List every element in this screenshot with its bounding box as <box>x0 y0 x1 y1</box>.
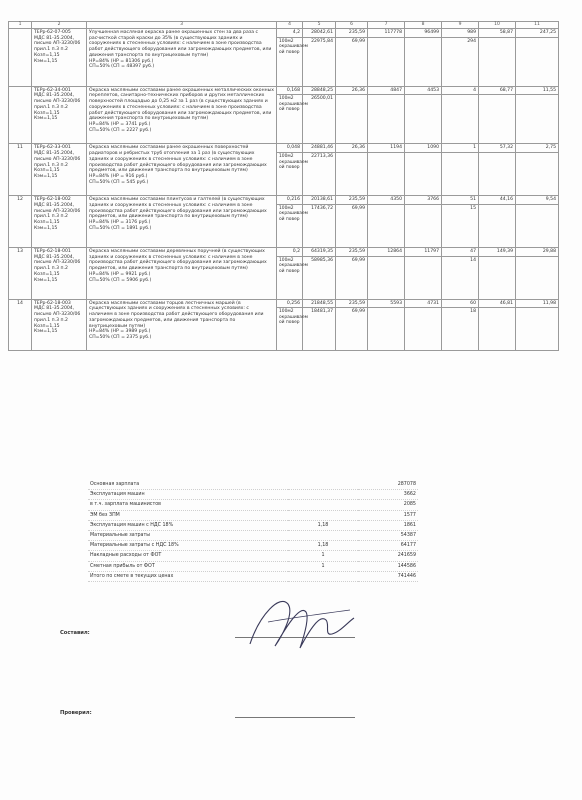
row-description: Окраска масляными составами ранее окрашенных металлических оконных переплетов, санитарно-технических приборов и других металлических поверхностей площадью до 0,25 м2 за 1 раз (в существующих зданиях и сооружениях в стесненных условиях: с наличием в зоне производства работ действующего оборудования или загромождающих предметов, или движения транспорта по внутрицеховым путям) НР=84% (НР = 3741 руб.) СП=50% (СП = 2227 руб.) <box>87 86 277 144</box>
composed-label: Составил: <box>60 630 90 636</box>
row-labor-total: 11,55 <box>516 86 559 95</box>
column-number-row <box>9 22 559 29</box>
row-total-cost: 5593 <box>368 299 405 308</box>
row-total-cost: 1194 <box>368 144 405 153</box>
table-row <box>9 299 559 308</box>
row-description: Окраска масляными составами торцов лестничных маршей (в существующих зданиях и сооружениях в стесненных условиях: с наличием в зоне производства работ действующего оборудования или загромождающих предметов, или движения транспорта по внутрицеховым путям) НР=84% (НР = 3989 руб.) СП=50% (СП = 2375 руб.) <box>87 299 277 351</box>
checked-signature-line <box>235 717 355 718</box>
row-labor-unit: 44,16 <box>479 196 516 205</box>
row-price-total: 21848,55 <box>303 299 336 308</box>
summary-value: 64177 <box>358 541 418 551</box>
row-price-wages: 17436,72 <box>303 204 336 247</box>
col-num-7: 7 <box>368 22 405 29</box>
row-machine-total: 1 <box>442 144 479 153</box>
summary-label: Эксплуатация машин с НДС 18% <box>88 520 288 530</box>
row-code: ТЕРр-62-18-001 МДС 81-35.2004, письмо АП-3230/06 прил.1 п.3 п.2 Козп=1,15 Кэм=1,15 <box>32 247 87 299</box>
estimate-table <box>8 21 559 351</box>
row-labor-unit-sub <box>479 204 516 247</box>
row-description: Улучшенная масляная окраска ранее окрашенных стен за два раза с расчисткой старой краски до 35% (в существующих зданиях и сооружениях в стесненных условиях: с наличием в зоне производства работ действующего оборудования или загромождающих предметов, или движения транспорта по внутрицеховым путям) НР=84% (НР = 81306 руб.) СП=50% (СП = 48397 руб.) <box>87 29 277 87</box>
row-machine-total: 4 <box>442 86 479 95</box>
row-code: ТЕРр-62-34-001 МДС 81-35.2004, письмо АП-3230/06 прил.1 п.3 п.2 Козп=1,15 Кэм=1,15 <box>32 86 87 144</box>
summary-row <box>88 530 418 540</box>
row-code: ТЕРр-62-07-005 МДС 81-35.2004, письмо АП-3230/06 прил.1 п.3 п.2 Козп=1,15 Кэм=1,15 <box>32 29 87 87</box>
row-machine-wages: 69,99 <box>336 37 368 86</box>
row-labor-unit-sub <box>479 308 516 351</box>
row-wages: 4731 <box>405 299 442 308</box>
row-wages-sub <box>405 204 442 247</box>
row-labor-unit: 149,39 <box>479 247 516 256</box>
summary-label: Накладные расходы от ФОТ <box>88 551 288 561</box>
row-machine-wages <box>336 95 368 144</box>
row-price-total: 24881,46 <box>303 144 336 153</box>
row-machine-wages-total: 18 <box>442 308 479 351</box>
row-price-total: 20138,61 <box>303 196 336 205</box>
summary-value: 741446 <box>358 571 418 581</box>
table-row <box>9 144 559 153</box>
summary-row <box>88 480 418 490</box>
row-wages-sub <box>405 256 442 299</box>
row-labor-total: 29,88 <box>516 247 559 256</box>
row-total-cost-sub <box>368 256 405 299</box>
row-machine-total: 60 <box>442 299 479 308</box>
row-price-total: 64319,35 <box>303 247 336 256</box>
row-machine-wages: 69,99 <box>336 204 368 247</box>
summary-value: 2085 <box>358 500 418 510</box>
row-wages: 3766 <box>405 196 442 205</box>
row-unit: 100м2 окрашиваем ой повер <box>277 153 303 196</box>
table-row <box>9 247 559 256</box>
row-labor-total-sub <box>516 95 559 144</box>
table-row <box>9 29 559 38</box>
summary-row <box>88 561 418 571</box>
row-quantity: 0,048 <box>277 144 303 153</box>
summary-value: 241659 <box>358 551 418 561</box>
row-unit: 100м2 окрашиваем ой повер <box>277 204 303 247</box>
row-description: Окраска масляными составами ранее окрашенных поверхностей радиаторов и ребристых труб отопления за 1 раз (в существующих зданиях и сооружениях в стесненных условиях: с наличием в зоне производства работ действующего оборудования или загромождающих предметов, или движения транспорта по внутрицеховым путям) НР=84% (НР = 916 руб.) СП=50% (СП = 545 руб.) <box>87 144 277 196</box>
row-machine-wages-total: 15 <box>442 204 479 247</box>
summary-row <box>88 500 418 510</box>
summary-row <box>88 520 418 530</box>
row-number: 11 <box>9 144 32 196</box>
row-quantity: 0,168 <box>277 86 303 95</box>
row-labor-unit-sub <box>479 95 516 144</box>
row-total-cost-sub <box>368 308 405 351</box>
summary-coefficient <box>288 480 358 490</box>
row-machine-cost: 235,59 <box>336 196 368 205</box>
row-labor-total: 2,75 <box>516 144 559 153</box>
summary-coefficient: 1 <box>288 551 358 561</box>
summary-coefficient: 1 <box>288 561 358 571</box>
row-labor-unit: 57,32 <box>479 144 516 153</box>
row-labor-total: 11,98 <box>516 299 559 308</box>
row-total-cost-sub <box>368 37 405 86</box>
row-wages: 11797 <box>405 247 442 256</box>
row-total-cost: 4350 <box>368 196 405 205</box>
row-labor-total-sub <box>516 256 559 299</box>
summary-row <box>88 551 418 561</box>
row-total-cost: 4847 <box>368 86 405 95</box>
summary-row <box>88 541 418 551</box>
summary-label: Эксплуатация машин <box>88 490 288 500</box>
table-row <box>9 86 559 95</box>
summary-coefficient <box>288 510 358 520</box>
summary-label: Материальные затраты <box>88 530 288 540</box>
col-num-1: 1 <box>9 22 32 29</box>
summary-coefficient <box>288 530 358 540</box>
row-machine-cost: 235,59 <box>336 29 368 38</box>
row-labor-unit-sub <box>479 256 516 299</box>
row-machine-wages-total: 14 <box>442 256 479 299</box>
row-description: Окраска масляными составами деревянных поручней (в существующих зданиях и сооружениях в стесненных условиях: с наличием в зоне производства работ действующего оборудования или загромождающих предметов, или движения транспорта по внутрицеховым путям) НР=84% (НР = 9921 руб.) СП=50% (СП = 5906 руб.) <box>87 247 277 299</box>
row-machine-cost: 26,36 <box>336 144 368 153</box>
col-num-8: 8 <box>405 22 442 29</box>
row-machine-wages-total <box>442 95 479 144</box>
col-num-9: 9 <box>442 22 479 29</box>
col-num-6: 6 <box>336 22 368 29</box>
row-machine-wages-total <box>442 153 479 196</box>
row-labor-unit-sub <box>479 37 516 86</box>
row-quantity: 0,2 <box>277 247 303 256</box>
row-labor-total-sub <box>516 204 559 247</box>
summary-coefficient <box>288 490 358 500</box>
row-machine-wages-total: 294 <box>442 37 479 86</box>
col-num-4: 4 <box>277 22 303 29</box>
row-machine-total: 51 <box>442 196 479 205</box>
row-machine-total: 47 <box>442 247 479 256</box>
row-unit: 100м2 окрашиваем ой повер <box>277 308 303 351</box>
row-machine-cost: 235,59 <box>336 299 368 308</box>
row-price-wages: 22975,84 <box>303 37 336 86</box>
row-number: 12 <box>9 196 32 248</box>
row-price-total: 28042,61 <box>303 29 336 38</box>
table-row <box>9 196 559 205</box>
row-wages-sub <box>405 37 442 86</box>
summary-body <box>88 480 418 581</box>
row-labor-total: 247,25 <box>516 29 559 38</box>
row-number <box>9 86 32 144</box>
row-description: Окраска масляными составами плинтусов и галтелей (в существующих зданиях и сооружениях в стесненных условиях: с наличием в зоне производства работ действующего оборудования или загромождающих предметов, или движения транспорта по внутрицеховым путям) НР=84% (НР = 3176 руб.) СП=50% (СП = 1891 руб.) <box>87 196 277 248</box>
row-machine-wages <box>336 153 368 196</box>
row-price-total: 28848,25 <box>303 86 336 95</box>
row-wages-sub <box>405 153 442 196</box>
estimate-body <box>9 29 559 351</box>
row-labor-unit: 58,87 <box>479 29 516 38</box>
summary-value: 3662 <box>358 490 418 500</box>
summary-label: Основная зарплата <box>88 480 288 490</box>
row-quantity: 0,216 <box>277 196 303 205</box>
col-num-11: 11 <box>516 22 559 29</box>
col-num-5: 5 <box>303 22 336 29</box>
col-num-2: 2 <box>32 22 87 29</box>
row-wages: 4453 <box>405 86 442 95</box>
row-labor-total: 9,54 <box>516 196 559 205</box>
row-labor-unit-sub <box>479 153 516 196</box>
row-price-wages: 58985,36 <box>303 256 336 299</box>
row-price-wages: 18481,37 <box>303 308 336 351</box>
summary-label: Материальные затраты с НДС 18% <box>88 541 288 551</box>
row-labor-unit: 46,81 <box>479 299 516 308</box>
checked-label: Проверил: <box>60 710 92 716</box>
row-total-cost-sub <box>368 204 405 247</box>
summary-row <box>88 490 418 500</box>
row-labor-unit: 68,77 <box>479 86 516 95</box>
summary-label: Итого по смете в текущих ценах <box>88 571 288 581</box>
handwritten-signature <box>240 574 360 654</box>
row-unit: 100м2 окрашиваем ой повер <box>277 95 303 144</box>
summary-coefficient: 1,18 <box>288 520 358 530</box>
row-quantity: 4,2 <box>277 29 303 38</box>
row-labor-total-sub <box>516 308 559 351</box>
row-machine-total: 989 <box>442 29 479 38</box>
row-total-cost: 12864 <box>368 247 405 256</box>
row-labor-total-sub <box>516 37 559 86</box>
row-total-cost-sub <box>368 95 405 144</box>
row-total-cost-sub <box>368 153 405 196</box>
row-labor-total-sub <box>516 153 559 196</box>
row-number: 13 <box>9 247 32 299</box>
summary-value: 1577 <box>358 510 418 520</box>
summary-label: Сметная прибыль от ФОТ <box>88 561 288 571</box>
row-machine-cost: 235,59 <box>336 247 368 256</box>
summary-value: 54387 <box>358 530 418 540</box>
row-unit: 100м2 окрашиваем ой повер <box>277 256 303 299</box>
row-wages-sub <box>405 95 442 144</box>
row-code: ТЕРр-62-18-002 МДС 81-35.2004, письмо АП-3230/06 прил.1 п.3 п.2 Козп=1,15 Кэм=1,15 <box>32 196 87 248</box>
summary-table <box>88 480 418 582</box>
row-total-cost: 117778 <box>368 29 405 38</box>
summary-coefficient <box>288 500 358 510</box>
row-quantity: 0,256 <box>277 299 303 308</box>
row-machine-wages: 69,99 <box>336 308 368 351</box>
row-price-wages: 26500,01 <box>303 95 336 144</box>
summary-value: 144586 <box>358 561 418 571</box>
summary-coefficient: 1,18 <box>288 541 358 551</box>
summary-label: ЭМ без ЗПМ <box>88 510 288 520</box>
row-code: ТЕРр-62-33-001 МДС 81-35.2004, письмо АП-3230/06 прил.1 п.3 п.2 Козп=1,15 Кэм=1,15 <box>32 144 87 196</box>
row-machine-wages: 69,99 <box>336 256 368 299</box>
row-machine-cost: 26,36 <box>336 86 368 95</box>
summary-value: 287078 <box>358 480 418 490</box>
row-wages: 96499 <box>405 29 442 38</box>
row-price-wages: 22713,36 <box>303 153 336 196</box>
col-num-3: 3 <box>87 22 277 29</box>
summary-value: 1861 <box>358 520 418 530</box>
row-number <box>9 29 32 87</box>
row-code: ТЕРр-62-18-003 МДС 81-35.2004, письмо АП-3230/06 прил.1 п.3 п.2 Козп=1,15 Кэм=1,15 <box>32 299 87 351</box>
summary-row <box>88 510 418 520</box>
row-wages-sub <box>405 308 442 351</box>
row-number: 14 <box>9 299 32 351</box>
row-wages: 1090 <box>405 144 442 153</box>
col-num-10: 10 <box>479 22 516 29</box>
summary-label: в т.ч. зарплата машинистов <box>88 500 288 510</box>
row-unit: 100м2 окрашиваем ой повер <box>277 37 303 86</box>
